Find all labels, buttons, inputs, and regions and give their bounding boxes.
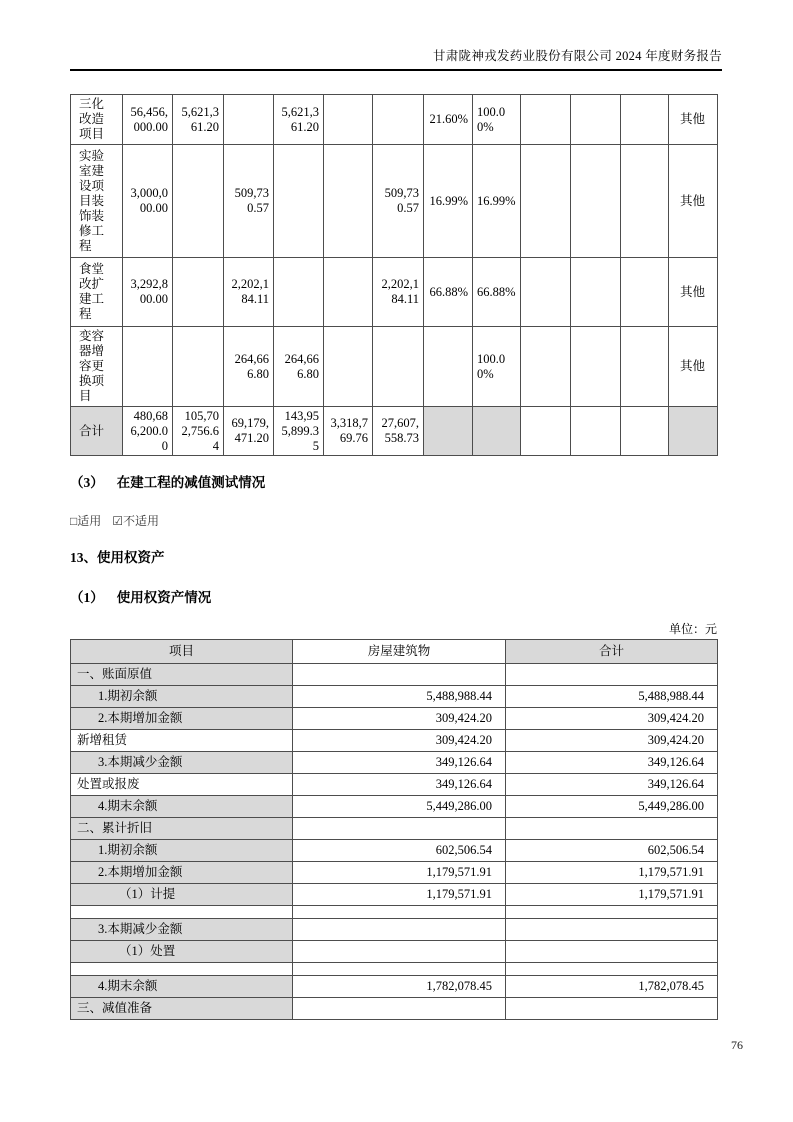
- amount-cell: [506, 941, 718, 963]
- table-header-row: [71, 640, 718, 664]
- amount-cell: [293, 998, 506, 1020]
- amount-cell: [293, 919, 506, 941]
- page-header: [70, 46, 722, 71]
- amount-cell: 349,126.64: [506, 774, 718, 796]
- checkbox-checked-icon: ☑: [112, 514, 124, 528]
- table-cell: 16.99%: [424, 145, 473, 258]
- table-cell: [173, 327, 224, 407]
- table-cell: [571, 145, 621, 258]
- heading-text: 使用权资产情况: [116, 590, 212, 605]
- table-row: [71, 862, 718, 884]
- amount-cell: 349,126.64: [506, 752, 718, 774]
- table-cell: 264,666.80: [224, 327, 274, 407]
- project-name-cell: 食堂改扩建工程: [71, 258, 123, 327]
- project-name-cell: 实验室建设项目装饰装修工程: [71, 145, 123, 258]
- table-cell: 69,179,471.20: [224, 407, 274, 456]
- item-label-cell: （1）计提: [71, 884, 293, 906]
- table-row: [71, 730, 718, 752]
- table-cell: [324, 327, 373, 407]
- heading-right-of-use-assets: [70, 546, 165, 566]
- amount-cell: 5,488,988.44: [506, 686, 718, 708]
- table-cell: 2,202,184.11: [373, 258, 424, 327]
- table-cell: [123, 327, 173, 407]
- amount-cell: 1,179,571.91: [293, 862, 506, 884]
- heading-text: 在建工程的减值测试情况: [116, 475, 266, 490]
- amount-cell: 349,126.64: [293, 752, 506, 774]
- amount-cell: [506, 818, 718, 840]
- table-cell: 100.00%: [473, 327, 521, 407]
- table-row: [71, 774, 718, 796]
- table-cell: 3,000,000.00: [123, 145, 173, 258]
- table-cell: 509,730.57: [373, 145, 424, 258]
- table-cell: 16.99%: [473, 145, 521, 258]
- amount-cell: [293, 664, 506, 686]
- unit-note: 单位：元: [668, 622, 717, 636]
- item-label-cell: 处置或报废: [71, 774, 293, 796]
- table-cell: 3,318,769.76: [324, 407, 373, 456]
- table-cell: 5,621,361.20: [173, 95, 224, 145]
- heading-rou-detail: [70, 586, 211, 606]
- amount-cell: [506, 664, 718, 686]
- item-label-cell: 4.期末余额: [71, 976, 293, 998]
- item-label-cell: 三、减值准备: [71, 998, 293, 1020]
- table-cell: 其他: [669, 258, 718, 327]
- report-title: 甘肃陇神戎发药业股份有限公司 2024 年度财务报告: [432, 49, 722, 63]
- table-cell: [571, 327, 621, 407]
- table-row: [71, 998, 718, 1020]
- column-header-total: 合计: [506, 640, 718, 664]
- item-label-cell: 1.期初余额: [71, 686, 293, 708]
- table-row: [71, 840, 718, 862]
- table-row: [71, 976, 718, 998]
- table-cell: [473, 407, 521, 456]
- table-row: [71, 708, 718, 730]
- item-label-cell: 3.本期减少金额: [71, 752, 293, 774]
- table-cell: [621, 327, 669, 407]
- table-cell: [373, 327, 424, 407]
- table-cell: [324, 258, 373, 327]
- table-cell: [669, 407, 718, 456]
- table-cell: 5,621,361.20: [274, 95, 324, 145]
- item-label-cell: 2.本期增加金额: [71, 708, 293, 730]
- table-cell: [621, 258, 669, 327]
- table-cell: [571, 407, 621, 456]
- table-cell: [521, 145, 571, 258]
- table-cell: 66.88%: [424, 258, 473, 327]
- table-cell: 100.00%: [473, 95, 521, 145]
- amount-cell: 309,424.20: [506, 708, 718, 730]
- amount-cell: 602,506.54: [293, 840, 506, 862]
- table-cell: [424, 407, 473, 456]
- applicable-option: [70, 514, 101, 528]
- amount-cell: 1,179,571.91: [506, 884, 718, 906]
- column-header-item: 项目: [71, 640, 293, 664]
- amount-cell: [293, 941, 506, 963]
- table-cell: 105,702,756.64: [173, 407, 224, 456]
- project-name-cell: 三化改造项目: [71, 95, 123, 145]
- column-header-buildings: 房屋建筑物: [293, 640, 506, 664]
- item-label-cell: [71, 963, 293, 976]
- applicable-label: 适用: [77, 514, 102, 528]
- amount-cell: 5,488,988.44: [293, 686, 506, 708]
- item-label-cell: 新增租赁: [71, 730, 293, 752]
- table-cell: [424, 327, 473, 407]
- table-cell: 2,202,184.11: [224, 258, 274, 327]
- amount-cell: 5,449,286.00: [293, 796, 506, 818]
- table-cell: [521, 95, 571, 145]
- table-cell: 3,292,800.00: [123, 258, 173, 327]
- table-row: [71, 884, 718, 906]
- item-label-cell: 二、累计折旧: [71, 818, 293, 840]
- table-row: [71, 752, 718, 774]
- table-row: [71, 327, 718, 407]
- table-row: [71, 95, 718, 145]
- heading-text: 13、使用权资产: [70, 550, 165, 565]
- page-number: 76: [731, 1038, 743, 1052]
- spacer-row: [71, 963, 718, 976]
- table-cell: 其他: [669, 327, 718, 407]
- amount-cell: 5,449,286.00: [506, 796, 718, 818]
- table-cell: 其他: [669, 95, 718, 145]
- checkbox-unchecked-icon: □: [70, 514, 78, 528]
- project-name-cell: 合计: [71, 407, 123, 456]
- table-cell: 56,456,000.00: [123, 95, 173, 145]
- table-cell: [521, 327, 571, 407]
- amount-cell: [506, 998, 718, 1020]
- table-cell: 143,955,899.35: [274, 407, 324, 456]
- table-cell: [521, 258, 571, 327]
- table-cell: 27,607,558.73: [373, 407, 424, 456]
- amount-cell: 602,506.54: [506, 840, 718, 862]
- item-label-cell: 3.本期减少金额: [71, 919, 293, 941]
- table-cell: [571, 95, 621, 145]
- item-label-cell: 2.本期增加金额: [71, 862, 293, 884]
- table-row: [71, 258, 718, 327]
- table-cell: 其他: [669, 145, 718, 258]
- construction-in-progress-table: [70, 94, 718, 456]
- table-row: [71, 796, 718, 818]
- amount-cell: 349,126.64: [293, 774, 506, 796]
- item-label-cell: 一、账面原值: [71, 664, 293, 686]
- table-cell: [621, 95, 669, 145]
- applicability-line: [70, 512, 167, 529]
- table-cell: [224, 95, 274, 145]
- table-cell: 509,730.57: [224, 145, 274, 258]
- amount-cell: 1,179,571.91: [506, 862, 718, 884]
- amount-cell: [506, 963, 718, 976]
- amount-cell: [293, 818, 506, 840]
- spacer-row: [71, 906, 718, 919]
- table-cell: [373, 95, 424, 145]
- table-cell: [521, 407, 571, 456]
- amount-cell: 1,782,078.45: [293, 976, 506, 998]
- table-cell: [173, 258, 224, 327]
- amount-cell: 1,179,571.91: [293, 884, 506, 906]
- table-cell: [621, 145, 669, 258]
- amount-cell: 309,424.20: [293, 730, 506, 752]
- table-cell: [324, 95, 373, 145]
- total-row: [71, 407, 718, 456]
- amount-cell: [506, 919, 718, 941]
- item-label-cell: （1）处置: [71, 941, 293, 963]
- table-cell: [274, 258, 324, 327]
- table-cell: [621, 407, 669, 456]
- amount-cell: [506, 906, 718, 919]
- not-applicable-option: [112, 514, 159, 528]
- table-cell: [571, 258, 621, 327]
- heading-number: （3）: [70, 475, 104, 490]
- amount-cell: [293, 906, 506, 919]
- item-label-cell: [71, 906, 293, 919]
- project-name-cell: 变容器增容更换项目: [71, 327, 123, 407]
- amount-cell: 1,782,078.45: [506, 976, 718, 998]
- table-row: [71, 941, 718, 963]
- table-row: [71, 145, 718, 258]
- item-label-cell: 1.期初余额: [71, 840, 293, 862]
- table-cell: [324, 145, 373, 258]
- table-row: [71, 686, 718, 708]
- heading-impairment-test: [70, 471, 265, 491]
- table-row: [71, 919, 718, 941]
- table-cell: 66.88%: [473, 258, 521, 327]
- table-cell: 21.60%: [424, 95, 473, 145]
- heading-number: （1）: [70, 590, 104, 605]
- table-row: [71, 818, 718, 840]
- table-row: [71, 664, 718, 686]
- table-cell: [173, 145, 224, 258]
- table-cell: [274, 145, 324, 258]
- amount-cell: 309,424.20: [293, 708, 506, 730]
- not-applicable-label: 不适用: [123, 514, 160, 528]
- amount-cell: [293, 963, 506, 976]
- amount-cell: 309,424.20: [506, 730, 718, 752]
- table-cell: 480,686,200.00: [123, 407, 173, 456]
- table-cell: 264,666.80: [274, 327, 324, 407]
- right-of-use-assets-table: [70, 639, 718, 1020]
- item-label-cell: 4.期末余额: [71, 796, 293, 818]
